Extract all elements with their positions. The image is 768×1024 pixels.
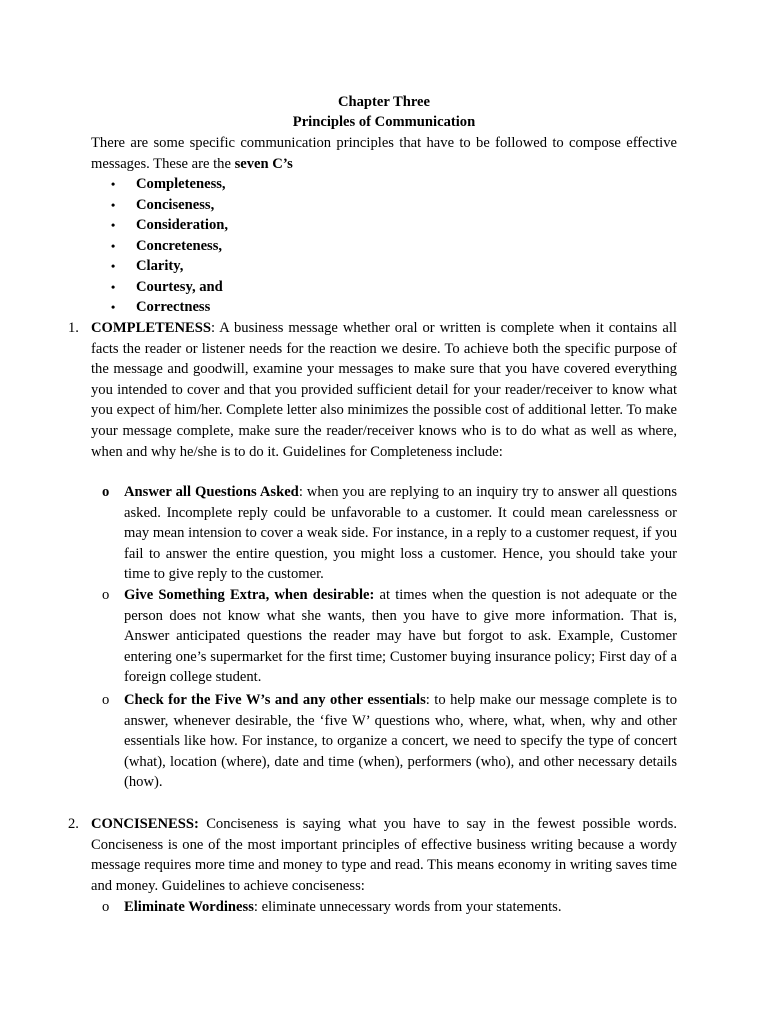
list-item-label: Completeness, <box>136 176 226 192</box>
sub-item-eliminate-wordiness <box>124 897 677 918</box>
list-item-label: Courtesy, and <box>136 278 223 295</box>
section-number: 2. <box>68 816 79 832</box>
sub-bullet-icon: o <box>102 692 110 708</box>
list-item-label: Correctness <box>136 299 211 315</box>
sub-item-heading: Answer all Questions Asked <box>124 484 299 500</box>
bullet-icon: • <box>111 177 116 191</box>
bullet-icon: • <box>111 218 116 232</box>
section-heading: CONCISENESS: <box>91 816 199 832</box>
bullet-icon: • <box>111 238 116 253</box>
sub-item-heading: Eliminate Wordiness <box>124 899 254 915</box>
chapter-heading: Chapter Three <box>337 94 431 110</box>
sub-item-answer-questions <box>124 482 677 585</box>
sub-item-give-extra <box>124 585 677 688</box>
intro-bold: seven C’s <box>234 155 293 172</box>
section-heading: COMPLETENESS <box>91 320 212 336</box>
sub-item-text: : to help make our message complete is to answer, whenever desirable, the ‘five W’ questions who, where, what, when, why and other essentials like how. For instance, to organize a concert, we need to specify the type of concert (what), location (where), date and time (when), performers (who), and other necessary details (how). <box>124 692 677 791</box>
sub-item-heading: Give Something Extra, when desirable: <box>124 587 375 603</box>
section-text: Conciseness is saying what you have to say in the fewest possible words. Conciseness is one of the most important principles of effective business writing because a wordy message requires more time and money to type and read. This means economy in writing saves time and money. Guidelines to achieve conciseness: <box>91 816 677 894</box>
list-item-label: Consideration, <box>136 217 229 233</box>
page-title: Principles of Communication <box>292 114 476 130</box>
list-item-label: Concreteness, <box>136 237 223 254</box>
bullet-icon: • <box>111 197 116 212</box>
intro-text: There are some specific communication principles that have to be followed to compose effective messages. These are the <box>91 135 677 172</box>
section-completeness-paragraph <box>91 318 677 462</box>
sub-bullet-icon: o <box>102 587 110 603</box>
sub-bullet-icon: o <box>102 484 110 500</box>
list-item-label: Conciseness, <box>136 196 215 213</box>
sub-item-five-ws <box>124 690 677 793</box>
sub-bullet-icon: o <box>102 899 110 915</box>
section-number: 1. <box>68 320 79 336</box>
sub-item-text: : when you are replying to an inquiry try to answer all questions asked. Incomplete reply could be unfavorable to a customer. It could mean carelessness or may mean intension to cover a weak side. For instance, in a reply to a customer request, if you fail to answer the entire question, you might loss a customer. Hence, you should take your time to give reply to the customer. <box>124 484 678 583</box>
sub-item-text: at times when the question is not adequate or the person does not know what she wants, then you have to give more information. That is, Answer anticipated questions the reader may have but forgot to ask. Example, Customer entering one’s supermarket for the first time; Customer buying insurance policy; First day of a foreign college student. <box>124 587 677 686</box>
sub-item-heading: Check for the Five W’s and any other essentials <box>124 692 426 708</box>
intro-paragraph <box>91 133 677 174</box>
section-text: : A business message whether oral or written is complete when it contains all facts the reader or listener needs for the reaction we desire. To achieve both the specific purpose of the message and goodwill, examine your messages to make sure that you have covered everything you intended to cover and that you provided sufficient detail for your reader/receiver to know what you expect of him/her. Complete letter also minimizes the possible cost of additional letter. To make your message complete, make sure the reader/receiver knows who is to do what as well as where, when and why he/she is to do it. Guidelines for Completeness include: <box>91 320 677 460</box>
list-item-label: Clarity, <box>136 258 184 274</box>
bullet-icon: • <box>111 300 116 314</box>
bullet-icon: • <box>111 279 116 294</box>
bullet-icon: • <box>111 259 116 273</box>
section-conciseness-paragraph <box>91 814 677 896</box>
sub-item-text: : eliminate unnecessary words from your statements. <box>253 899 562 915</box>
